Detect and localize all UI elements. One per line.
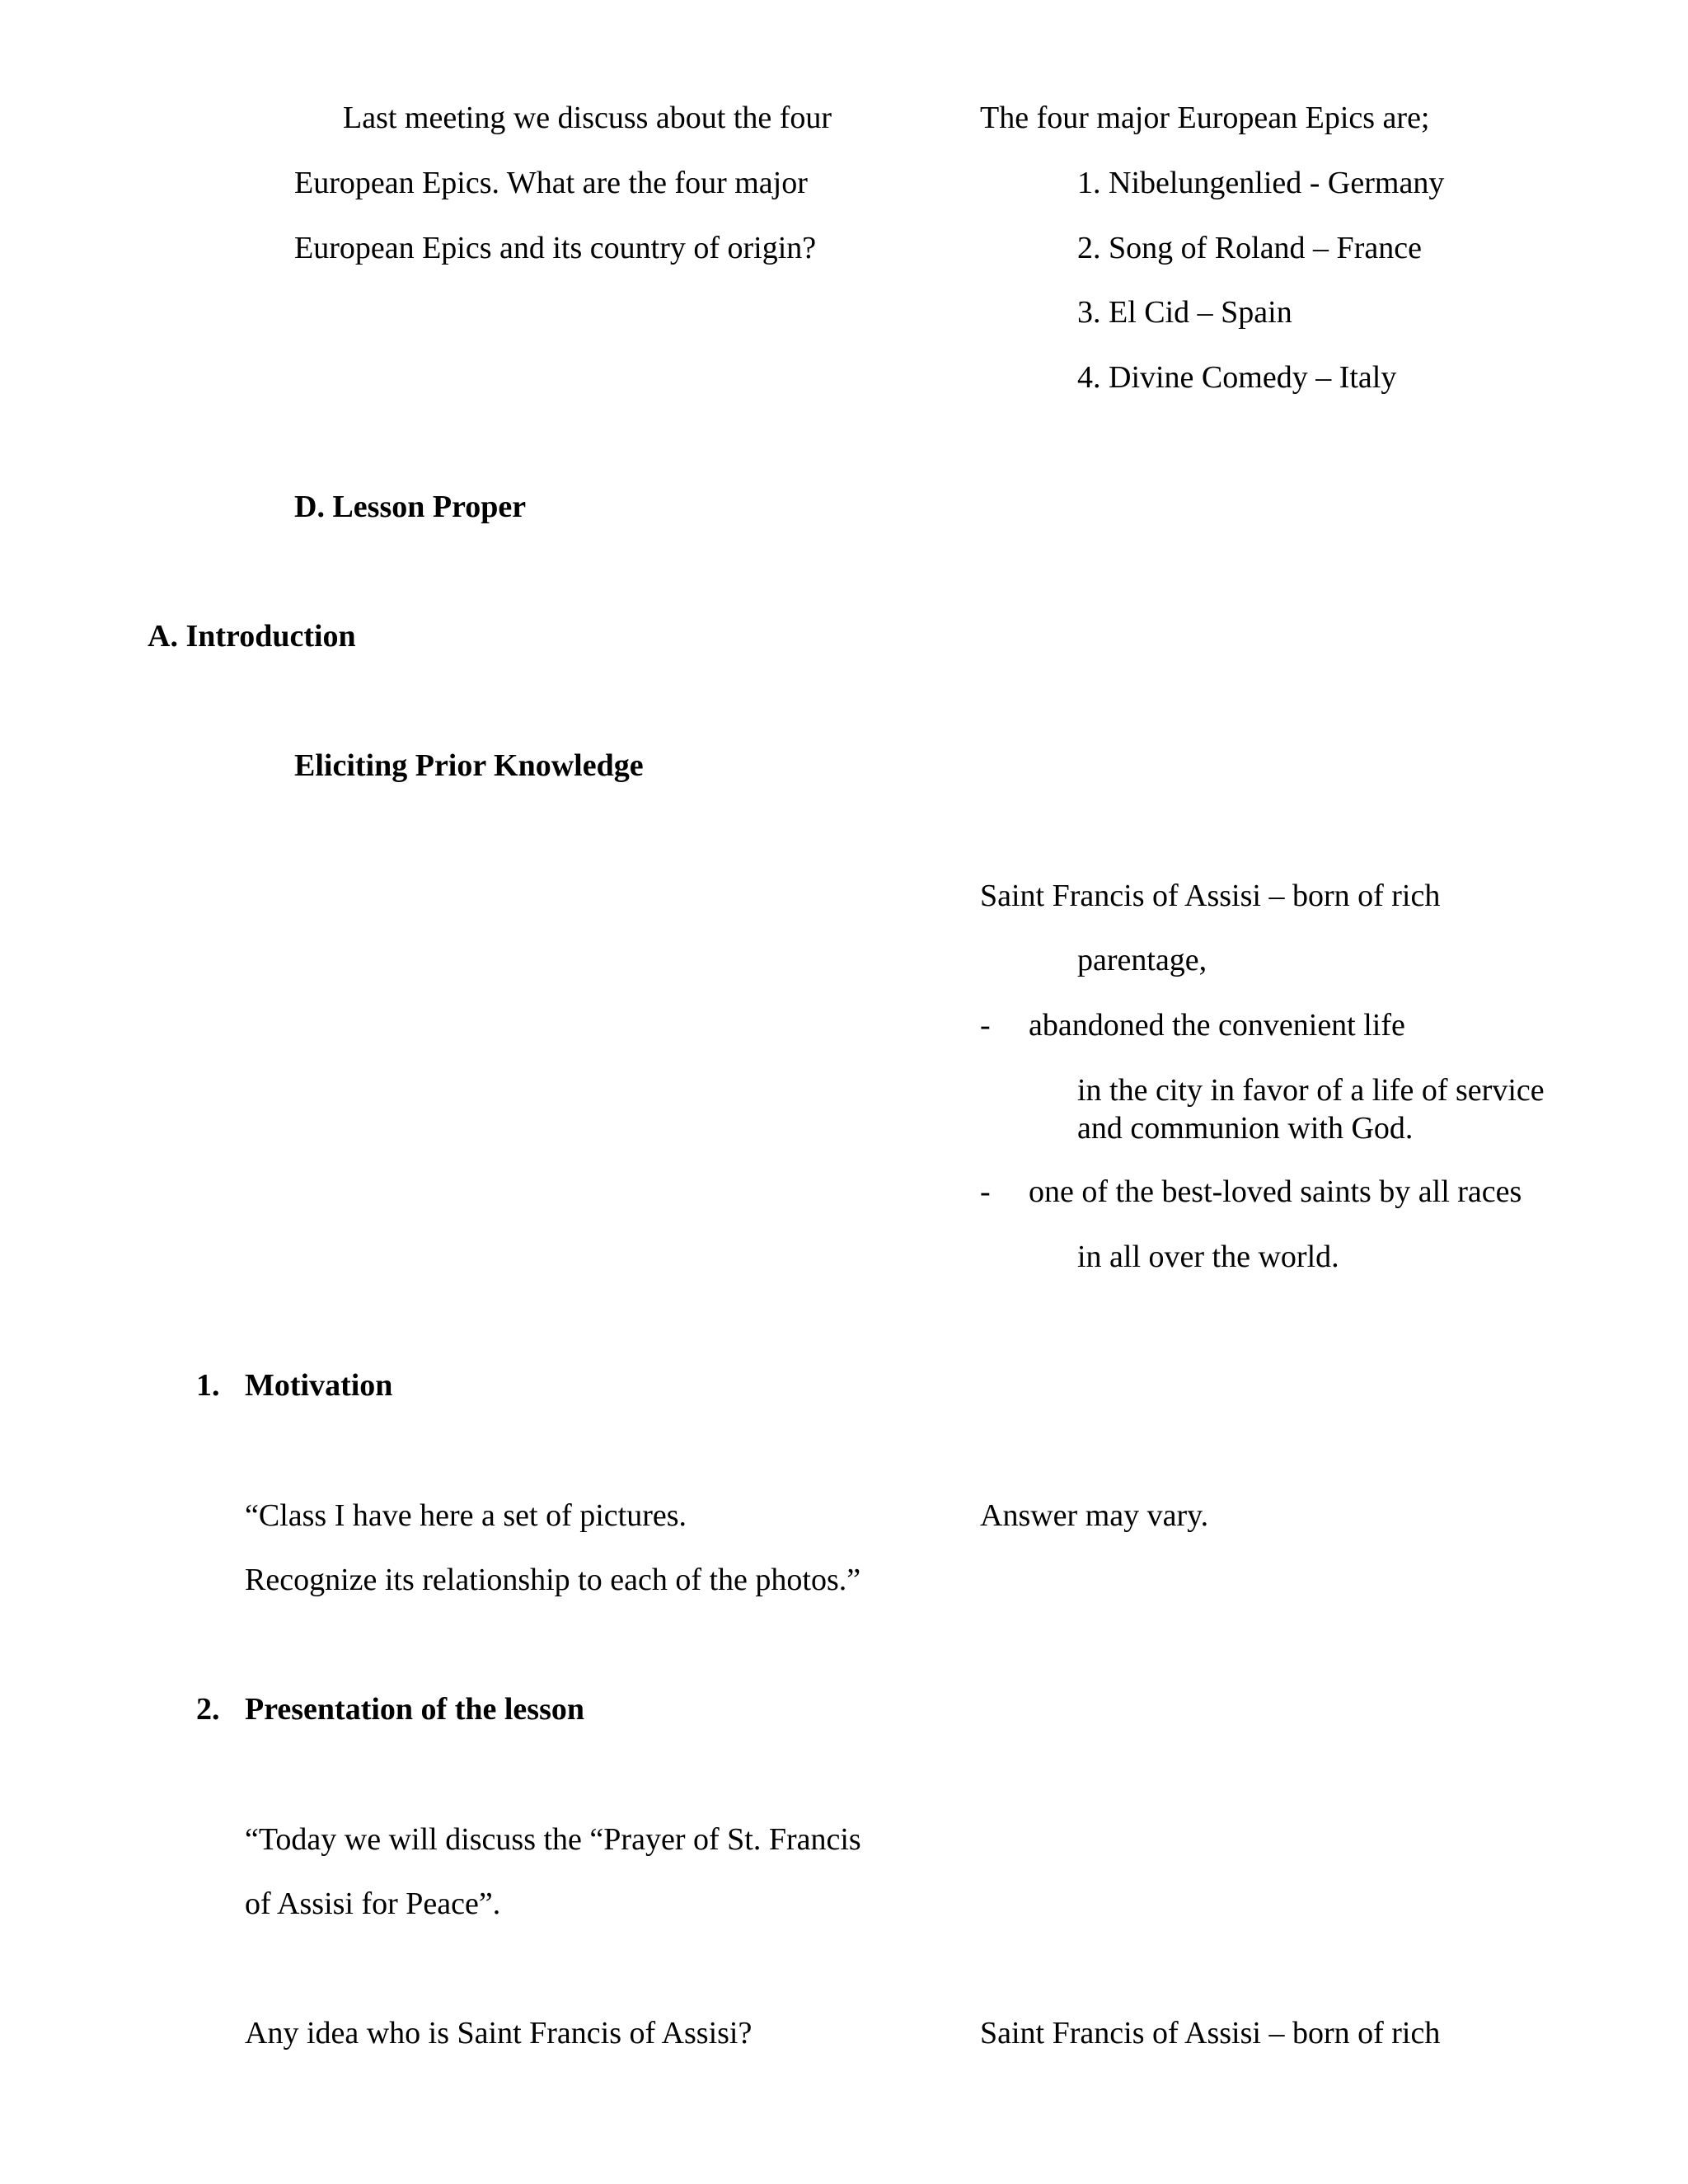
epic-item-1: 1. Nibelungenlied - Germany: [1077, 166, 1445, 200]
prev-question-line-1: Last meeting we discuss about the four: [343, 101, 832, 135]
presentation-line-2: of Assisi for Peace”.: [245, 1886, 501, 1921]
heading-introduction: A. Introduction: [148, 619, 356, 654]
motivation-line-2: Recognize its relationship to each of the photos.”: [245, 1563, 861, 1597]
motivation-line-1: “Class I have here a set of pictures.: [245, 1498, 687, 1533]
francis-bullet-1: -: [980, 1008, 991, 1043]
prev-question-line-3: European Epics and its country of origin?: [294, 231, 817, 265]
epic-item-4: 4. Divine Comedy – Italy: [1077, 360, 1397, 395]
heading-presentation: Presentation of the lesson: [245, 1692, 584, 1727]
epic-item-2: 2. Song of Roland – France: [1077, 231, 1422, 265]
francis-bullet-2: -: [980, 1174, 991, 1209]
epic-item-3: 3. El Cid – Spain: [1077, 295, 1292, 330]
epics-intro: The four major European Epics are;: [980, 101, 1430, 135]
heading-eliciting-prior-knowledge: Eliciting Prior Knowledge: [294, 748, 644, 783]
presentation-question: Any idea who is Saint Francis of Assisi?: [245, 2016, 753, 2050]
prev-question-line-2: European Epics. What are the four major: [294, 166, 808, 200]
presentation-line-1: “Today we will discuss the “Prayer of St. Francis: [245, 1822, 861, 1857]
heading-motivation: Motivation: [245, 1368, 393, 1403]
motivation-number: 1.: [196, 1368, 220, 1403]
francis-item-2: one of the best-loved saints by all races: [1029, 1174, 1522, 1209]
francis-item-1: abandoned the convenient life: [1029, 1008, 1405, 1043]
presentation-answer: Saint Francis of Assisi – born of rich: [980, 2016, 1441, 2050]
heading-lesson-proper: D. Lesson Proper: [294, 490, 527, 524]
francis-item-2-continued: in all over the world.: [1077, 1240, 1339, 1274]
presentation-number: 2.: [196, 1692, 220, 1727]
francis-item-1-continued: in the city in favor of a life of service and communion with God.: [1077, 1073, 1545, 1146]
motivation-answer: Answer may vary.: [980, 1498, 1209, 1533]
francis-line-1: Saint Francis of Assisi – born of rich: [980, 879, 1441, 913]
francis-line-2: parentage,: [1077, 943, 1207, 977]
